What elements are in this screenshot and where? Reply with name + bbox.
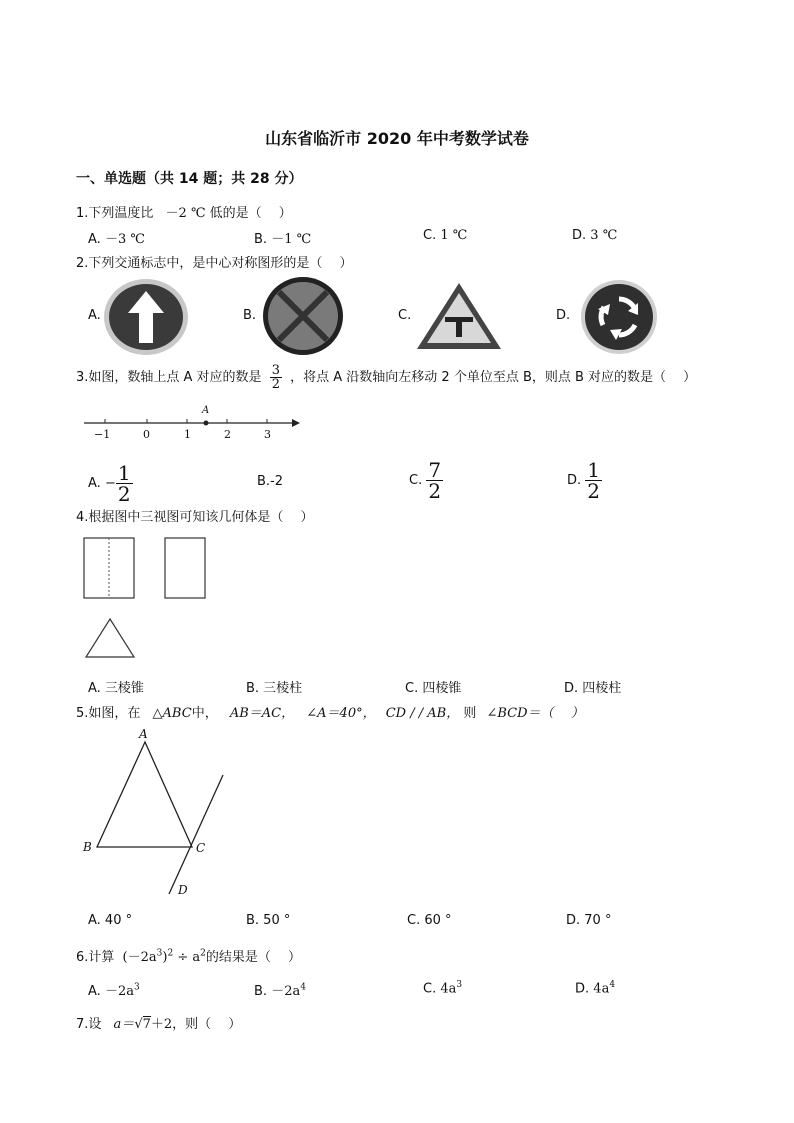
q5-option-b[interactable]: B. 50 °	[246, 913, 291, 928]
question-7-stem: 7.设 a＝√7＋2，则（ ）	[76, 1017, 242, 1032]
q1-option-a[interactable]: A. －3 ℃	[88, 232, 145, 247]
q3-option-d[interactable]: D. $\frac{1}{2}$	[567, 458, 601, 503]
q4-option-b[interactable]: B. 三棱柱	[246, 681, 303, 696]
point-a-label: A	[202, 405, 210, 416]
question-3-prefix: 3.如图，数轴上点 A 对应的数是	[76, 370, 262, 385]
sign-roundabout	[580, 279, 658, 355]
question-6-stem: 6.计算 $(-2a^3)^2 \div a^2$的结果是（ ）	[76, 948, 301, 965]
q1-option-b[interactable]: B. －1 ℃	[254, 232, 312, 247]
q4-option-a[interactable]: A. 三棱锥	[88, 681, 144, 696]
vertex-a-label: A	[139, 727, 148, 741]
q6-option-a[interactable]: A. $-2a^3$	[88, 982, 140, 999]
q3-option-b[interactable]: B.-2	[257, 474, 284, 489]
vertex-b-label: B	[83, 840, 92, 854]
number-line	[80, 406, 304, 448]
q5-option-a[interactable]: A. 40 °	[88, 913, 133, 928]
point-a-marker	[204, 421, 209, 426]
question-3-suffix: ，将点 A 沿数轴向左移动 2 个单位至点 B，则点 B 对应的数是（ ）	[290, 370, 697, 385]
q1-option-d[interactable]: D. 3 ℃	[572, 228, 618, 243]
sign-t-junction	[415, 281, 503, 351]
q1-option-c[interactable]: C. 1 ℃	[423, 228, 468, 243]
q2-option-b-label[interactable]: B.	[243, 308, 257, 323]
q2-option-d-label[interactable]: D.	[556, 308, 571, 323]
q5-option-c[interactable]: C. 60 °	[407, 913, 452, 928]
q2-option-a-label[interactable]: A.	[88, 308, 101, 323]
sign-no-stopping	[262, 276, 344, 356]
question-1-prefix: 1.下列温度比	[76, 206, 154, 221]
question-5-stem: 5.如图，在 △ABC中， AB＝AC， ∠A＝40°， CD / / AB， 则 ∠BCD＝（ ）	[76, 706, 584, 721]
axis-tick-label: 2	[224, 428, 231, 441]
question-3-fraction: $\frac{3}{2}$	[271, 363, 280, 392]
question-3-stem	[76, 364, 696, 391]
q3-option-c[interactable]: C. $\frac{7}{2}$	[409, 458, 442, 503]
front-view	[82, 536, 136, 600]
question-1-suffix: 低的是（ ）	[209, 206, 292, 221]
axis-tick-label: 0	[143, 428, 150, 441]
section-heading: 一、单选题（共 14 题；共 28 分）	[76, 171, 303, 187]
q6-option-d[interactable]: D. $4a^4$	[575, 980, 616, 997]
question-1-value: －2 ℃	[165, 206, 206, 221]
sign-up-arrow	[103, 277, 189, 357]
q2-option-c-label[interactable]: C.	[398, 308, 412, 323]
q6-option-c[interactable]: C. $4a^3$	[423, 980, 463, 997]
side-view	[163, 536, 207, 600]
question-1-stem	[76, 202, 292, 221]
question-4-stem: 4.根据图中三视图可知该几何体是（ ）	[76, 510, 314, 525]
point-d-label: D	[178, 883, 188, 897]
q6-option-b[interactable]: B. $-2a^4$	[254, 982, 306, 999]
page-title: 山东省临沂市 2020 年中考数学试卷	[265, 129, 529, 148]
vertex-c-label: C	[196, 841, 206, 855]
axis-tick-label: −1	[94, 428, 111, 441]
top-view-triangle	[84, 616, 136, 660]
question-2-stem: 2.下列交通标志中，是中心对称图形的是（ ）	[76, 256, 353, 271]
axis-tick-label: 3	[264, 428, 271, 441]
axis-tick-label: 1	[184, 428, 191, 441]
q5-option-d[interactable]: D. 70 °	[566, 913, 612, 928]
q4-option-c[interactable]: C. 四棱锥	[405, 681, 462, 696]
q3-option-a[interactable]: A. − $\frac{1}{2}$	[88, 461, 131, 506]
triangle-figure	[80, 726, 240, 902]
q4-option-d[interactable]: D. 四棱柱	[564, 681, 622, 696]
